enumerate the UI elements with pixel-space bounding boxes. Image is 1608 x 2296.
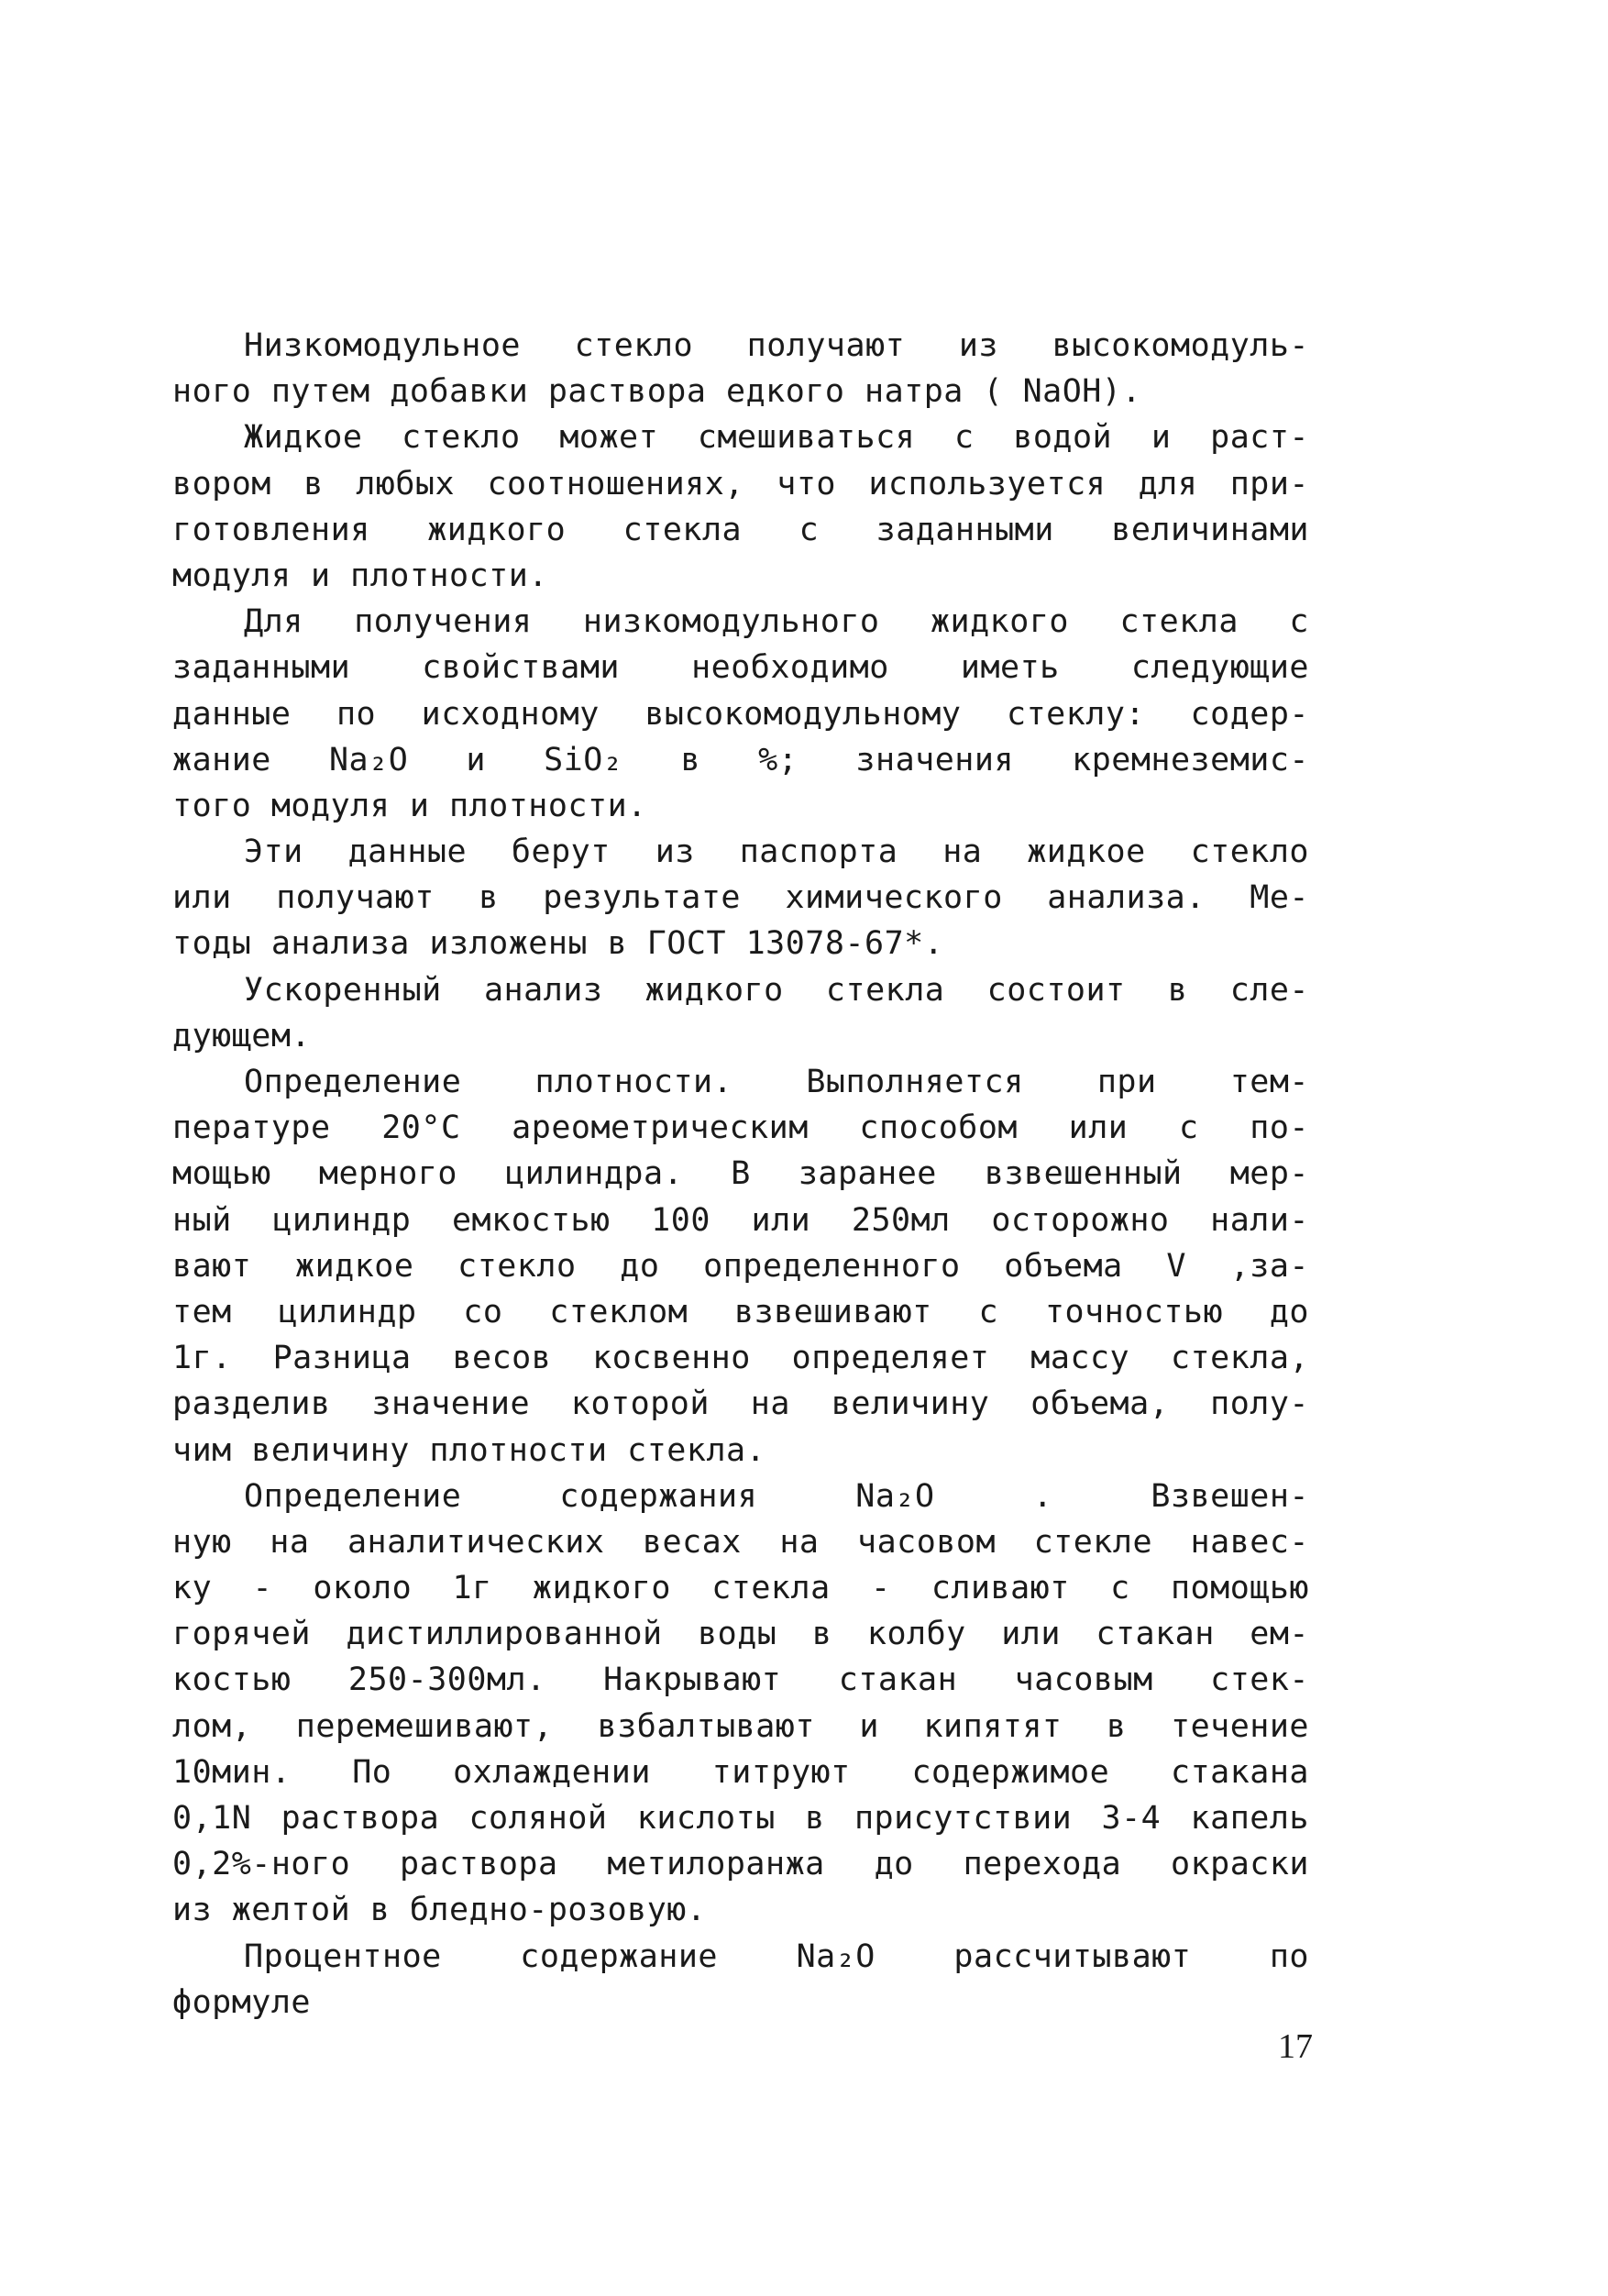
page-number: 17 bbox=[1278, 2027, 1313, 2066]
text-line: ку - около 1г жидкого стекла - сливают с помощью bbox=[172, 1570, 1309, 1607]
text-line: тоды анализа изложены в ГОСТ 13078-67*. bbox=[172, 925, 944, 963]
text-line: ную на аналитических весах на часовом стекле навес- bbox=[172, 1523, 1309, 1561]
text-line: горячей дистиллированной воды в колбу или стакан ем- bbox=[172, 1616, 1309, 1653]
text-line: Эти данные берут из паспорта на жидкое стекло bbox=[244, 833, 1309, 871]
text-line: заданными свойствами необходимо иметь следующие bbox=[172, 649, 1309, 687]
text-line: формуле bbox=[172, 1983, 312, 2021]
text-line: 1г. Разница весов косвенно определяет массу стекла, bbox=[172, 1340, 1309, 1377]
text-line: мощью мерного цилиндра. В заранее взвешенный мер- bbox=[172, 1155, 1309, 1193]
text-line: ный цилиндр емкостью 100 или 250мл осторожно нали- bbox=[172, 1201, 1309, 1239]
section-heading-line: Определение содержания Na₂O . Взвешен- bbox=[244, 1477, 1309, 1515]
text-line: чим величину плотности стекла. bbox=[172, 1431, 766, 1469]
text-line: 0,2%-ного раствора метилоранжа до перехода окраски bbox=[172, 1846, 1309, 1883]
text-line: из желтой в бледно-розовую. bbox=[172, 1892, 707, 1929]
text-line: того модуля и плотности. bbox=[172, 787, 647, 824]
text-line: костью 250-300мл. Накрывают стакан часовым стек- bbox=[172, 1661, 1309, 1699]
text-line: лом, перемешивают, взбалтывают и кипятят в течение bbox=[172, 1707, 1309, 1745]
text-line: вают жидкое стекло до определенного объема V ,за- bbox=[172, 1247, 1309, 1285]
body-text bbox=[172, 323, 1309, 2026]
text-line: вором в любых соотношениях, что используется для при- bbox=[172, 465, 1309, 502]
text-line: пературе 20°С ареометрическим способом или с по- bbox=[172, 1109, 1309, 1147]
text-line: ного путем добавки раствора едкого натра ( NaOH). bbox=[172, 373, 1142, 411]
text-line: готовления жидкого стекла с заданными величинами bbox=[172, 511, 1309, 548]
text-line: данные по исходному высокомодульному стеклу: содер- bbox=[172, 695, 1309, 733]
text-line: тем цилиндр со стеклом взвешивают с точностью до bbox=[172, 1293, 1309, 1330]
text-line: Для получения низкомодульного жидкого стекла с bbox=[244, 603, 1309, 641]
text-line: 10мин. По охлаждении титруют содержимое стакана bbox=[172, 1753, 1309, 1791]
text-line: Процентное содержание Na₂O рассчитывают по bbox=[244, 1937, 1309, 1975]
text-line: модуля и плотности. bbox=[172, 557, 548, 594]
text-line: разделив значение которой на величину объема, полу- bbox=[172, 1385, 1309, 1423]
text-line: Низкомодульное стекло получают из высокомодуль- bbox=[244, 327, 1309, 364]
text-line: дующем. bbox=[172, 1017, 312, 1054]
text-line: Жидкое стекло может смешиваться с водой и раст- bbox=[244, 419, 1309, 457]
text-line: 0,1N раствора соляной кислоты в присутствии 3-4 капель bbox=[172, 1800, 1309, 1837]
section-heading-line: Определение плотности. Выполняется при тем- bbox=[244, 1064, 1309, 1100]
text-line: Ускоренный анализ жидкого стекла состоит в сле- bbox=[244, 971, 1309, 1009]
text-line: жание Na₂O и SiO₂ в %; значения кремнеземис- bbox=[172, 741, 1309, 778]
text-line: или получают в результате химического анализа. Ме- bbox=[172, 879, 1309, 917]
